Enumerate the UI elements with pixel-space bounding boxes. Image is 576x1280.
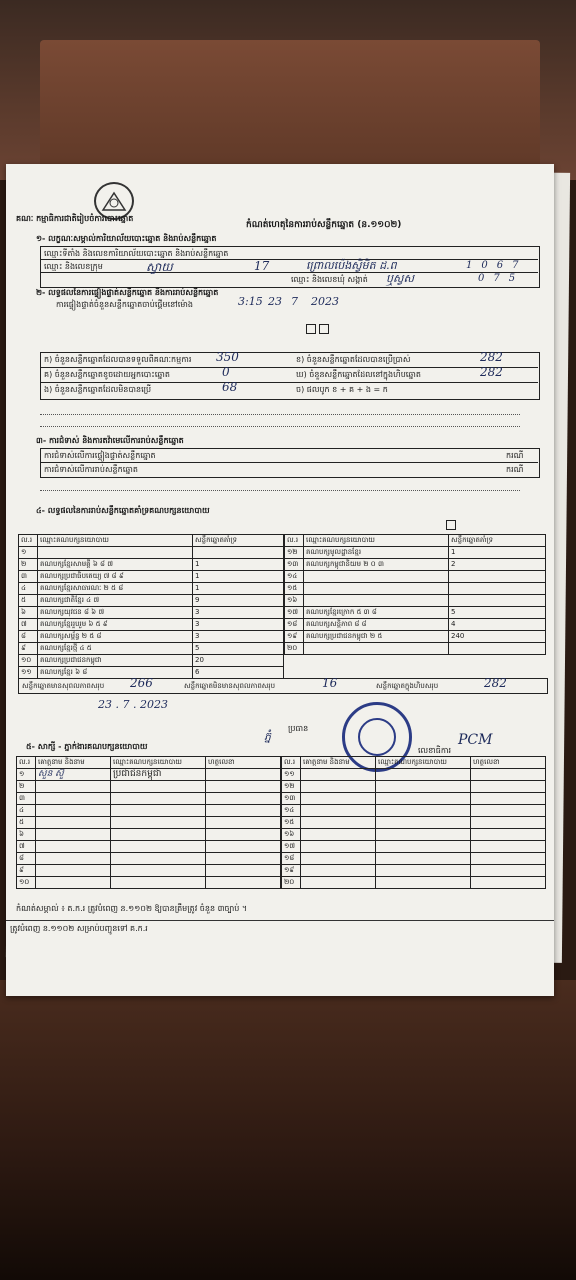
table-cell [206, 829, 281, 841]
section-2-title: ២- លទ្ធផលនៃការផ្ទៀងផ្ទាត់សន្លឹកឆ្នោត និងការរាប់សន្លឹកឆ្នោត [36, 288, 219, 297]
value-d: 282 [480, 365, 503, 379]
table-cell [111, 781, 206, 793]
table-cell: ៨ [19, 631, 38, 643]
table-cell: សន្លឹកឆ្នោតគាំទ្រ [449, 535, 546, 547]
table-cell [304, 571, 449, 583]
table-cell: ១ [19, 547, 38, 559]
table-cell: ១២ [285, 547, 304, 559]
line-a: ក) ចំនួនសន្លឹកឆ្នោតដែលបានទទួលពីគណៈកម្មការ [44, 355, 192, 364]
ballot-count-form [6, 164, 554, 996]
footer-note: កំណត់សម្គាល់ ៖ ត.ក.រ ត្រូវបំពេញ ន.១១០២ ឱ្យបានត្រឹមត្រូវ ចំនួន ៣ច្បាប់ ។ [16, 904, 248, 913]
form-title: កំណត់ហេតុនៃការរាប់សន្លឹកឆ្នោត (ន.១១០២) [246, 220, 402, 230]
table-cell: ១៧ [282, 841, 301, 853]
secretary-signature: PCM [458, 732, 493, 748]
table-row [282, 865, 546, 877]
table-cell [376, 781, 471, 793]
table-row [19, 547, 284, 559]
table-row [282, 793, 546, 805]
table-row [19, 619, 284, 631]
table-header-row [19, 535, 284, 547]
table-cell [36, 805, 111, 817]
table-cell [376, 793, 471, 805]
value-c: 0 [222, 365, 230, 379]
table-cell: ១៣ [282, 793, 301, 805]
table-cell: ១៩ [282, 865, 301, 877]
commune-label: ឈ្មោះ និងលេខឃុំ សង្កាត់ [291, 275, 368, 284]
case-label-1: ករណី [506, 451, 524, 460]
table-row [17, 781, 281, 793]
table-cell: ៣ [19, 571, 38, 583]
table-cell: 6 [193, 667, 284, 679]
table-row [282, 781, 546, 793]
table-cell: ១៥ [282, 817, 301, 829]
section-1-title: ១- លក្ខណៈសម្គាល់ការិយាល័យបោះឆ្នោត និងរាប់សន្លឹកឆ្នោត [36, 234, 217, 243]
table-row [285, 607, 546, 619]
table-cell: ១ [17, 769, 36, 781]
total-valid: 266 [130, 676, 153, 690]
table-cell: គោត្តនាម និងនាម [36, 757, 111, 769]
section-4-title: ៤- លទ្ធផលនៃការរាប់សន្លឹកឆ្នោតគាំទ្រគណបក្សនយោបាយ [36, 506, 210, 515]
table-cell [206, 877, 281, 889]
chair-label: ប្រធាន [288, 724, 309, 733]
table-cell: ៣ [17, 793, 36, 805]
table-cell [301, 817, 376, 829]
table-row [17, 865, 281, 877]
table-cell: ឈ្មោះគណបក្សនយោបាយ [38, 535, 193, 547]
total-valid-label: សន្លឹកឆ្នោតមានសុពលភាពសរុប [22, 682, 105, 690]
table-row [282, 805, 546, 817]
value-b: 282 [480, 350, 503, 364]
line-f: ច) ផលបូក ខ + គ + ង = ក [296, 385, 388, 394]
table-cell [111, 805, 206, 817]
table-cell [304, 583, 449, 595]
table-cell [111, 829, 206, 841]
table-row [282, 841, 546, 853]
table-cell: ១៩ [285, 631, 304, 643]
table-cell [449, 571, 546, 583]
table-row [19, 571, 284, 583]
table-cell [449, 583, 546, 595]
group-number: 17 [254, 259, 270, 273]
section-5-title: ៥- សាក្សី - ភ្នាក់ងារគណបក្សនយោបាយ [26, 742, 148, 751]
table-cell [471, 865, 546, 877]
table-cell: ១៦ [282, 829, 301, 841]
table-cell [36, 829, 111, 841]
checkbox-yes[interactable] [306, 324, 316, 334]
table-cell [111, 841, 206, 853]
table-cell [193, 547, 284, 559]
table-cell: ១២ [282, 781, 301, 793]
table-cell [206, 841, 281, 853]
table-cell: 3 [193, 607, 284, 619]
total-invalid: 16 [322, 676, 338, 690]
table-row [285, 643, 546, 655]
ministry-name: គណៈ កម្មាធិការជាតិរៀបចំការបោះឆ្នោត [16, 214, 134, 223]
table-cell: ៨ [17, 853, 36, 865]
table-row [19, 595, 284, 607]
table-row [282, 829, 546, 841]
table-cell [206, 781, 281, 793]
table-cell: ២០ [282, 877, 301, 889]
table-cell: 3 [193, 619, 284, 631]
checkbox-result[interactable] [446, 520, 456, 530]
table-cell [36, 865, 111, 877]
table-cell: 20 [193, 655, 284, 667]
table-cell: ១០ [19, 655, 38, 667]
table-row [282, 877, 546, 889]
table-cell: ២ [17, 781, 36, 793]
wooden-table [0, 980, 576, 1280]
table-row [285, 631, 546, 643]
table-row [282, 769, 546, 781]
table-cell: 3 [193, 631, 284, 643]
table-cell: គណបក្សខ្មែរសាមគ្គី ៦ ៨ ៧ [38, 559, 193, 571]
table-cell: 240 [449, 631, 546, 643]
table-cell: ៤ [19, 583, 38, 595]
table-cell: 5 [193, 643, 284, 655]
table-row [285, 619, 546, 631]
table-cell: ៩ [19, 643, 38, 655]
table-cell: ១៨ [285, 619, 304, 631]
table-cell: សន្លឹកឆ្នោតគាំទ្រ [193, 535, 284, 547]
table-cell [449, 643, 546, 655]
table-cell: ៧ [17, 841, 36, 853]
table-row [17, 805, 281, 817]
table-cell: ១៨ [282, 853, 301, 865]
wooden-board [40, 40, 540, 180]
table-cell: ៩ [17, 865, 36, 877]
table-row [285, 583, 546, 595]
table-cell [36, 781, 111, 793]
table-cell [471, 853, 546, 865]
secretary-label: លេខាធិការ [418, 746, 452, 755]
table-cell [206, 817, 281, 829]
table-cell [376, 805, 471, 817]
table-row [19, 583, 284, 595]
line-e: ង) ចំនួនសន្លឹកឆ្នោតដែលមិនបានប្រើ [44, 385, 152, 394]
objection-row-1: ការជំទាស់លើការផ្ទៀងផ្ទាត់សន្លឹកឆ្នោត [44, 451, 156, 460]
witness-table-left [16, 756, 281, 889]
table-cell: គណបក្សសម្ព័ន្ធ ២ ៥ ៨ [38, 631, 193, 643]
table-cell: ១៧ [285, 607, 304, 619]
table-cell: គណបក្សយុវជន ៨ ៦ ៧ [38, 607, 193, 619]
table-cell: ២ [19, 559, 38, 571]
table-cell [111, 853, 206, 865]
table-header-row [282, 757, 546, 769]
location-label: ឈ្មោះទីតាំង និងលេខការិយាល័យបោះឆ្នោត និងរាប់សន្លឹកឆ្នោត [44, 249, 229, 258]
table-cell [301, 805, 376, 817]
table-cell: ហត្ថលេខា [206, 757, 281, 769]
table-cell: ឈ្មោះគណបក្សនយោបាយ [304, 535, 449, 547]
start-time-label: ការផ្ទៀងផ្ទាត់ចំនួនសន្លឹកឆ្នោតចាប់ផ្តើមនៅម៉ោង [56, 300, 193, 309]
table-cell: ៤ [17, 805, 36, 817]
checkbox-no[interactable] [319, 324, 329, 334]
table-row [285, 595, 546, 607]
table-cell: ល.រ [282, 757, 301, 769]
table-row [17, 829, 281, 841]
table-cell [301, 793, 376, 805]
total-invalid-label: សន្លឹកឆ្នោតមិនមានសុពលភាពសរុប [184, 682, 276, 690]
table-cell [471, 805, 546, 817]
table-cell: ១០ [17, 877, 36, 889]
table-cell [36, 841, 111, 853]
table-cell: ១៥ [285, 583, 304, 595]
table-cell [111, 793, 206, 805]
table-cell [111, 817, 206, 829]
table-row [285, 547, 546, 559]
case-label-2: ករណី [506, 465, 524, 474]
table-cell: ១៦ [285, 595, 304, 607]
table-cell [471, 769, 546, 781]
table-cell: ១១ [282, 769, 301, 781]
section-3-title: ៣- ការជំទាស់ និងការតវ៉ាមេលើការរាប់សន្លឹកឆ្នោត [36, 436, 184, 445]
start-hour: 3:15 [238, 295, 263, 308]
table-cell [376, 829, 471, 841]
value-e: 68 [222, 380, 238, 394]
table-row [282, 817, 546, 829]
table-cell [376, 817, 471, 829]
footer-bottom: ត្រូវបំពេញ ន.១១០២ សម្រាប់បញ្ជូនទៅ គ.ក.រ [10, 924, 148, 933]
table-cell [471, 841, 546, 853]
witness-table-right [281, 756, 546, 889]
table-cell: 1 [193, 571, 284, 583]
table-cell [301, 841, 376, 853]
table-cell: គណបក្សខ្មែរថ្មី ៤ ៥ [38, 643, 193, 655]
table-row [17, 793, 281, 805]
table-cell [376, 877, 471, 889]
table-cell [111, 877, 206, 889]
table-cell [301, 781, 376, 793]
table-cell [206, 865, 281, 877]
objection-row-2: ការជំទាស់លើការរាប់សន្លឹកឆ្នោត [44, 465, 138, 474]
start-year: 2023 [311, 295, 339, 308]
table-cell [471, 817, 546, 829]
table-row [19, 607, 284, 619]
table-cell: ល.រ [17, 757, 36, 769]
table-cell [301, 829, 376, 841]
table-cell [471, 781, 546, 793]
table-cell: គណបក្សខ្មែរក្រោក ៥ ៣ ៨ [304, 607, 449, 619]
table-cell: គណបក្សមូលដ្ឋានខ្មែរ [304, 547, 449, 559]
table-cell: គណបក្សប្រជាជនកម្ពុជា ២ ៥ [304, 631, 449, 643]
table-cell: សួ៎ន ស៊ួ [36, 769, 111, 781]
table-cell [36, 793, 111, 805]
table-row [285, 571, 546, 583]
table-cell [301, 865, 376, 877]
table-cell: ២០ [285, 643, 304, 655]
table-cell [206, 805, 281, 817]
table-cell: ៧ [19, 619, 38, 631]
start-month: 7 [291, 295, 298, 308]
table-cell: ១៤ [285, 571, 304, 583]
start-day: 23 [268, 295, 282, 308]
table-row [282, 853, 546, 865]
table-row [17, 853, 281, 865]
table-cell: ឈ្មោះគណបក្សនយោបាយ [111, 757, 206, 769]
table-cell: ប្រជាជនកម្ពុជា [111, 769, 206, 781]
table-cell [304, 643, 449, 655]
total-all: 282 [484, 676, 507, 690]
table-cell [471, 829, 546, 841]
table-cell: គណបក្សខ្មែរសាធារណៈ ២ ៥ ៨ [38, 583, 193, 595]
table-row [19, 643, 284, 655]
chair-signature: ភ្នំ [264, 730, 271, 743]
table-row [17, 877, 281, 889]
group-label: ឈ្មោះ និងលេខក្រុម [44, 262, 103, 271]
table-cell: ល.រ [285, 535, 304, 547]
table-cell: 2 [449, 559, 546, 571]
table-cell [376, 769, 471, 781]
table-cell [304, 595, 449, 607]
table-cell [301, 769, 376, 781]
group-value: ស្វាយ [146, 260, 173, 274]
code-row-2: 075 [478, 273, 525, 284]
total-all-label: សន្លឹកឆ្នោតក្នុងហិបសរុប [376, 682, 439, 690]
table-cell [449, 595, 546, 607]
table-cell: ១៤ [282, 805, 301, 817]
line-b: ខ) ចំនួនសន្លឹកឆ្នោតដែលបានប្រើប្រាស់ [296, 355, 411, 364]
table-cell: ១១ [19, 667, 38, 679]
table-cell: 1 [193, 583, 284, 595]
table-cell [36, 817, 111, 829]
table-row [19, 559, 284, 571]
table-cell: 9 [193, 595, 284, 607]
table-cell: 1 [193, 559, 284, 571]
table-cell: ហត្ថលេខា [471, 757, 546, 769]
table-row [17, 769, 281, 781]
line-c: គ) ចំនួនសន្លឹកឆ្នោតខូចដោយអ្នកបោះឆ្នោត [44, 370, 170, 379]
value-a: 350 [216, 350, 239, 364]
table-header-row [285, 535, 546, 547]
table-cell: គណបក្សសន្តិភាព ៨ ៨ [304, 619, 449, 631]
table-cell [376, 841, 471, 853]
table-cell [38, 547, 193, 559]
table-cell [471, 877, 546, 889]
table-cell [206, 793, 281, 805]
table-cell: 1 [449, 547, 546, 559]
table-cell [376, 865, 471, 877]
table-cell: គណបក្សខ្មែរ ៦ ៨ [38, 667, 193, 679]
table-cell: ៥ [19, 595, 38, 607]
table-row [19, 655, 284, 667]
table-cell [111, 865, 206, 877]
table-row [17, 841, 281, 853]
table-cell: 4 [449, 619, 546, 631]
table-cell [301, 853, 376, 865]
table-cell [206, 769, 281, 781]
table-row [17, 817, 281, 829]
place-value: ព្រោលប៉េងស្វិមិត ដ.ព [306, 259, 397, 272]
results-table-left [18, 534, 284, 679]
table-cell: គណបក្សខ្មែររួបរួម ៦ ៥ ៩ [38, 619, 193, 631]
code-row-1: 1067 [466, 260, 528, 271]
table-cell: គណបក្សកម្ពុជានិយម ២ ០ ៣ [304, 559, 449, 571]
table-cell: ល.រ [19, 535, 38, 547]
table-cell: ៦ [17, 829, 36, 841]
table-cell: ៦ [19, 607, 38, 619]
line-d: ឃ) ចំនួនសន្លឹកឆ្នោតដែលនៅក្នុងហិបឆ្នោត [296, 370, 421, 379]
table-header-row [17, 757, 281, 769]
table-row [19, 631, 284, 643]
table-cell: គណបក្សប្រជាជនកម្ពុជា [38, 655, 193, 667]
table-cell [36, 877, 111, 889]
table-cell [301, 877, 376, 889]
table-cell: គោត្តនាម និងនាម [301, 757, 376, 769]
table-cell: គណបក្សប្រជាធិបតេយ្យ ៧ ៨ ៩ [38, 571, 193, 583]
table-cell [36, 853, 111, 865]
commune-value: ឬស្វស [386, 272, 414, 285]
table-cell: គណបក្សជាតិខ្មែរ ៤ ៧ [38, 595, 193, 607]
table-cell: ១៣ [285, 559, 304, 571]
table-cell: 5 [449, 607, 546, 619]
table-cell: ៥ [17, 817, 36, 829]
table-cell [206, 853, 281, 865]
table-cell: ឈ្មោះគណបក្សនយោបាយ [376, 757, 471, 769]
table-cell [376, 853, 471, 865]
table-row [285, 559, 546, 571]
sign-date: 23 . 7 . 2023 [98, 698, 168, 711]
table-cell [471, 793, 546, 805]
results-table-right [284, 534, 546, 655]
